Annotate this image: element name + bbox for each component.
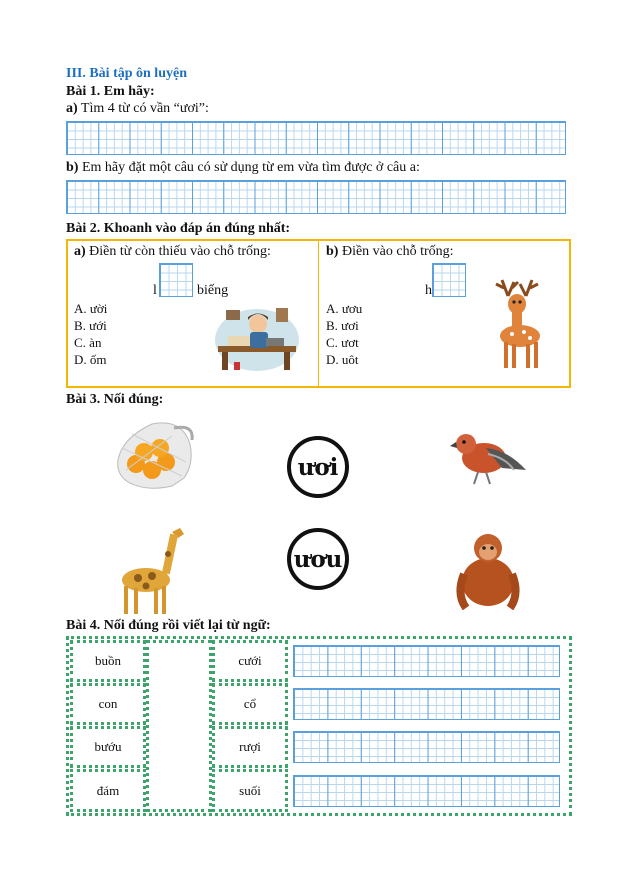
bai1-a-prompt bbox=[66, 101, 209, 117]
rewrite-grid-2[interactable] bbox=[293, 688, 560, 720]
writing-grid-b[interactable] bbox=[66, 180, 566, 214]
right-word-2[interactable] bbox=[212, 683, 288, 725]
option-a-4[interactable]: D. ốm bbox=[74, 352, 107, 367]
bai2-title: Bài 2. Khoanh vào đáp án đúng nhất: bbox=[66, 221, 291, 236]
option-b-4[interactable]: D. uôt bbox=[326, 352, 359, 367]
bai1-a-text: Tìm 4 từ có vần “ươi”: bbox=[80, 101, 209, 116]
left-word-4-text: đám bbox=[96, 782, 120, 798]
rewrite-grid-1[interactable] bbox=[293, 645, 560, 677]
bai1-b-text: Em hãy đặt một câu có sử dụng từ em vừa tìm được ở câu a: bbox=[81, 160, 420, 175]
lazy-student-illustration bbox=[214, 300, 300, 372]
left-word-1-text: buồn bbox=[95, 653, 121, 668]
bai2-a-text: Điền từ còn thiếu vào chỗ trống: bbox=[89, 244, 271, 259]
blank-box-a[interactable] bbox=[159, 263, 193, 297]
bai1-b-prompt bbox=[66, 160, 420, 176]
word-circle-uoi[interactable] bbox=[287, 436, 349, 498]
bai4-title: Bài 4. Nối đúng rồi viết lại từ ngữ: bbox=[66, 618, 271, 633]
rewrite-grid-4[interactable] bbox=[293, 775, 560, 807]
option-a-2[interactable]: B. ưới bbox=[74, 318, 107, 333]
bai1-title: Bài 1. Em hãy: bbox=[66, 84, 155, 99]
matching-area[interactable] bbox=[146, 640, 212, 812]
bai2-b-label: b) bbox=[326, 244, 339, 259]
bai1-a-label: a) bbox=[66, 101, 78, 116]
bai2-divider bbox=[318, 241, 319, 386]
section-title: III. Bài tập ôn luyện bbox=[66, 66, 187, 81]
option-b-3[interactable]: C. ươt bbox=[326, 335, 359, 350]
word-circle-uou[interactable] bbox=[287, 528, 349, 590]
left-word-2-text: con bbox=[98, 696, 118, 711]
orange-bag-illustration bbox=[112, 418, 196, 492]
blank-box-b[interactable] bbox=[432, 263, 466, 297]
bai3-title: Bài 3. Nối đúng: bbox=[66, 392, 164, 407]
option-a-1[interactable]: A. ười bbox=[74, 301, 108, 316]
word-uoi: ươi bbox=[297, 453, 339, 481]
right-word-4[interactable] bbox=[212, 769, 288, 812]
bai2-a-suffix: biếng bbox=[197, 283, 229, 298]
option-b-1[interactable]: A. ươu bbox=[326, 301, 363, 316]
bai2-a-label: a) bbox=[74, 244, 86, 259]
left-word-3[interactable] bbox=[70, 726, 146, 768]
giraffe-illustration bbox=[108, 524, 190, 616]
right-word-1-text: cưới bbox=[238, 653, 262, 668]
right-word-3[interactable] bbox=[212, 726, 288, 768]
rewrite-grid-3[interactable] bbox=[293, 731, 560, 763]
bai2-b-text: Điền vào chỗ trống: bbox=[341, 244, 454, 259]
word-uou: ươu bbox=[293, 545, 343, 573]
bai2-a-prompt bbox=[74, 244, 271, 260]
right-word-4-text: suối bbox=[239, 782, 261, 798]
bai2-b-prompt bbox=[326, 244, 454, 260]
writing-grid-a[interactable] bbox=[66, 121, 566, 155]
bird-illustration bbox=[450, 424, 530, 488]
left-word-2[interactable] bbox=[70, 683, 146, 725]
option-b-2[interactable]: B. ươi bbox=[326, 318, 359, 333]
bai2-b-prefix: h bbox=[425, 283, 432, 298]
left-word-1[interactable] bbox=[70, 640, 146, 682]
right-word-2-text: cổ bbox=[243, 696, 257, 711]
right-word-1[interactable] bbox=[212, 640, 288, 682]
deer-illustration bbox=[482, 276, 556, 372]
orangutan-illustration bbox=[452, 530, 524, 610]
bai2-a-prefix: l bbox=[153, 283, 157, 298]
left-word-4[interactable] bbox=[70, 769, 146, 812]
option-a-3[interactable]: C. àn bbox=[74, 335, 102, 350]
right-word-3-text: rượi bbox=[239, 739, 261, 754]
left-word-3-text: bướu bbox=[94, 739, 122, 754]
bai1-b-label: b) bbox=[66, 160, 79, 175]
